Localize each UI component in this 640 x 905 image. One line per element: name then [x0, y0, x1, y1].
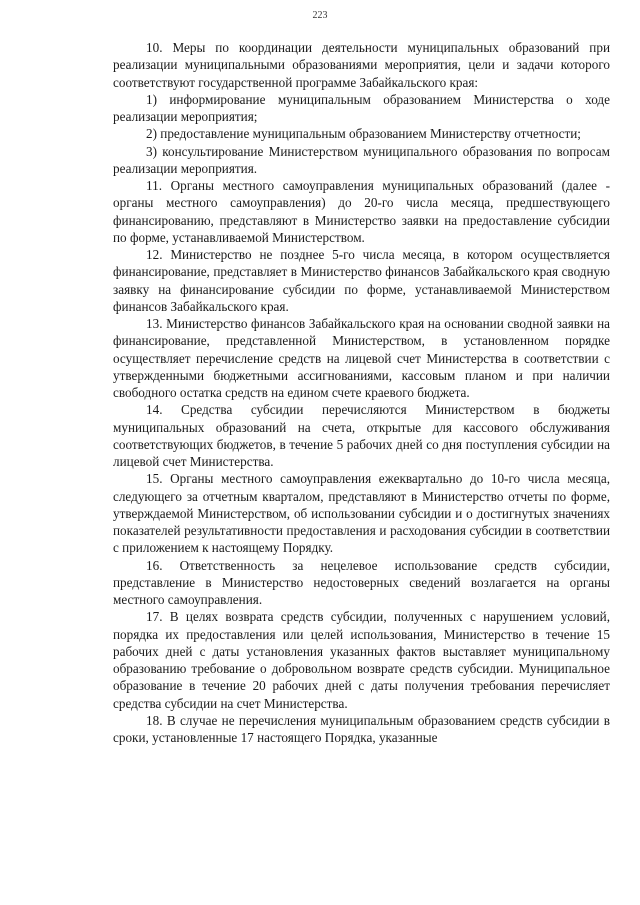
paragraph-12: 12. Министерство не позднее 5-го числа месяца, в котором осуществляется финансирование, представляет в Министерство финансов Забайкальского края сводную заявку на финансирование субсидии по форме, устанавливаемой Министерством финансов Забайкальского края.: [113, 247, 610, 314]
paragraph-10-item-1: 1) информирование муниципальным образованием Министерства о ходе реализации мероприятия;: [113, 91, 610, 124]
paragraph-18: 18. В случае не перечисления муниципальным образованием средств субсидии в сроки, установленные 17 настоящего Порядка, указанные: [113, 712, 610, 745]
paragraph-11: 11. Органы местного самоуправления муниципальных образований (далее - органы местного самоуправления) до 20-го числа месяца, предшествующего финансированию, представляют в Министерство заявки на предоставление субсидии по форме, устанавливаемой Министерством.: [113, 178, 610, 245]
paragraph-16: 16. Ответственность за нецелевое использование средств субсидии, представление в Министерство недостоверных сведений возлагается на органы местного самоуправления.: [113, 557, 610, 607]
paragraph-10: 10. Меры по координации деятельности муниципальных образований при реализации муниципальными образованиями мероприятия, цели и задачи которого соответствуют государственной программе Забайкальского края:: [113, 40, 610, 90]
paragraph-10-item-2: 2) предоставление муниципальным образованием Министерству отчетности;: [146, 126, 581, 142]
paragraph-10-item-3: 3) консультирование Министерством муниципального образования по вопросам реализации мероприятия.: [113, 143, 610, 176]
document-body: [113, 39, 610, 746]
paragraph-15: 15. Органы местного самоуправления ежеквартально до 10-го числа месяца, следующего за отчетным кварталом, представляют в Министерство отчеты по форме, утверждаемой Министерством, об использовании субсидии и о достигнутых значениях показателей результативности предоставления и расходования субсидии в соответствии с приложением к настоящему Порядку.: [113, 471, 610, 556]
page-number: 223: [312, 10, 328, 21]
paragraph-17: 17. В целях возврата средств субсидии, полученных с нарушением условий, порядка их предоставления или целей использования, Министерство в течение 15 рабочих дней с даты установления указанных фактов выставляет муниципальному образованию требование о добровольном возврате средств субсидии. Муниципальное образование в течение 20 рабочих дней с даты получения требования перечисляет средства субсидии на счет Министерства.: [113, 609, 610, 711]
paragraph-13: 13. Министерство финансов Забайкальского края на основании сводной заявки на финансирование, представленной Министерством, в установленном порядке осуществляет перечисление средств на лицевой счет Министерства в соответствии с утвержденными бюджетными ассигнованиями, кассовым планом и при наличии свободного остатка средств на едином счете краевого бюджета.: [113, 316, 610, 400]
paragraph-14: 14. Средства субсидии перечисляются Министерством в бюджеты муниципальных образований на счета, открытые для кассового обслуживания соответствующих бюджетов, в течение 5 рабочих дней со дня поступления субсидии на лицевой счет Министерства.: [113, 402, 610, 469]
